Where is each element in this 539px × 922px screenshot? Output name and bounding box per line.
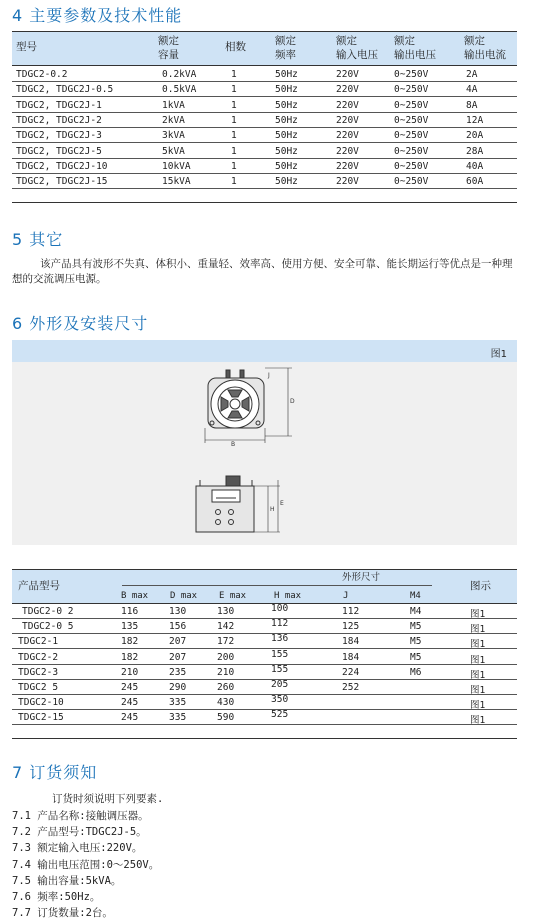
- dims-sub-header: H max: [274, 591, 302, 601]
- dims-cell: M5: [410, 636, 422, 648]
- dims-cell: 335: [169, 712, 187, 724]
- dims-row-line: [12, 709, 517, 710]
- params-cell: 220V: [336, 114, 359, 126]
- params-header-cell: 型号: [16, 41, 37, 53]
- params-table-bottom-line: [12, 202, 517, 203]
- dims-cell: 142: [217, 621, 235, 633]
- dims-cell: 207: [169, 636, 187, 648]
- dims-cell: M6: [410, 666, 422, 678]
- dims-cell: TDGC2-15: [18, 712, 64, 724]
- params-cell: TDGC2-0.2: [16, 69, 68, 80]
- params-cell: 220V: [336, 130, 359, 142]
- dims-cell: TDGC2 5: [18, 682, 59, 693]
- dims-header-top-line: [12, 569, 517, 570]
- figure-label: 图1: [490, 349, 507, 360]
- params-cell: 220V: [336, 99, 359, 111]
- dims-cell: 205: [271, 679, 289, 690]
- params-cell: 1: [231, 145, 237, 157]
- dims-cell: M5: [410, 651, 422, 663]
- order-item: 7.4 输出电压范围:0～250V。: [12, 858, 160, 871]
- dims-cell: 590: [217, 712, 235, 724]
- order-item: 7.3 额定输入电压:220V。: [12, 842, 143, 855]
- dims-cell: 290: [169, 682, 187, 693]
- params-row-line: [12, 81, 517, 82]
- params-cell: 1: [231, 69, 237, 80]
- params-cell: 0~250V: [394, 99, 429, 111]
- params-header-cell: 额定 频率: [275, 35, 296, 61]
- params-cell: 5kVA: [162, 145, 185, 157]
- params-cell: 15kVA: [162, 176, 191, 188]
- params-table-header: [12, 31, 517, 65]
- front-view: [196, 476, 280, 532]
- params-cell: 50Hz: [275, 114, 298, 126]
- dims-cell: 116: [121, 606, 139, 617]
- dims-cell: 252: [342, 682, 360, 693]
- params-cell: 3kVA: [162, 130, 185, 142]
- dims-row-line: [12, 618, 517, 619]
- params-cell: 1: [231, 114, 237, 126]
- params-cell: 1kVA: [162, 99, 185, 111]
- dims-cell: 235: [169, 666, 187, 678]
- order-item: 7.2 产品型号:TDGC2J-5。: [12, 826, 147, 839]
- dims-table-bottom-line: [12, 738, 517, 739]
- params-cell: 28A: [466, 145, 484, 157]
- dims-cell: 135: [121, 621, 139, 633]
- dims-cell: 图1: [470, 624, 486, 636]
- dims-cell: 125: [342, 621, 360, 633]
- dims-cell: 130: [217, 606, 235, 617]
- params-row-line: [12, 173, 517, 174]
- dim-label-e: E: [280, 500, 284, 507]
- dims-cell: 335: [169, 697, 187, 709]
- dims-sub-header: M4: [410, 591, 421, 601]
- params-cell: 1: [231, 84, 237, 96]
- params-cell: 2kVA: [162, 114, 185, 126]
- params-cell: TDGC2, TDGC2J-1: [16, 99, 102, 111]
- params-cell: TDGC2, TDGC2J-5: [16, 145, 102, 157]
- dims-row-line: [12, 648, 517, 649]
- dims-row-line: [12, 694, 517, 695]
- dims-group-line: [122, 585, 432, 586]
- params-cell: 4A: [466, 84, 478, 96]
- dims-cell: 172: [217, 636, 235, 648]
- params-cell: 1: [231, 176, 237, 188]
- section-6-title: 6 外形及安装尺寸: [12, 314, 149, 333]
- dim-label-b: B: [231, 441, 236, 448]
- dims-cell: TDGC2-2: [18, 651, 59, 663]
- params-header-top-line: [12, 31, 517, 32]
- figure-panel: [12, 340, 517, 545]
- params-cell: TDGC2, TDGC2J-3: [16, 130, 102, 142]
- section-7-title: 7 订货须知: [12, 763, 98, 782]
- params-row-line: [12, 127, 517, 128]
- params-cell: 50Hz: [275, 176, 298, 188]
- params-cell: TDGC2, TDGC2J-15: [16, 176, 108, 188]
- dims-cell: 350: [271, 694, 289, 706]
- dims-header-model: 产品型号: [18, 580, 60, 592]
- order-item: 7.1 产品名称:接触调压器。: [12, 810, 149, 822]
- dims-cell: 图1: [470, 654, 486, 666]
- section-4-title: 4 主要参数及技术性能: [12, 6, 183, 25]
- params-cell: 0.2kVA: [162, 69, 197, 80]
- params-cell: 220V: [336, 176, 359, 188]
- dims-row-line: [12, 633, 517, 634]
- params-row-line: [12, 142, 517, 143]
- params-cell: 12A: [466, 114, 484, 126]
- params-cell: 50Hz: [275, 69, 298, 80]
- order-item: 7.7 订货数量:2台。: [12, 907, 113, 920]
- params-cell: 10kVA: [162, 160, 191, 172]
- params-row-line: [12, 188, 517, 189]
- params-cell: 2A: [466, 69, 478, 80]
- dims-cell: 155: [271, 663, 289, 675]
- params-cell: 1: [231, 130, 237, 142]
- params-cell: 220V: [336, 69, 359, 80]
- top-view: [205, 368, 292, 443]
- dims-cell: 184: [342, 651, 360, 663]
- params-cell: TDGC2, TDGC2J-0.5: [16, 84, 114, 96]
- dims-table-header: [12, 569, 517, 603]
- dims-cell: TDGC2-0 2: [22, 606, 74, 617]
- dim-label-j: J: [268, 372, 270, 379]
- dims-cell: 155: [271, 648, 289, 660]
- dims-cell: 430: [217, 697, 235, 709]
- dims-cell: 245: [121, 697, 139, 709]
- dims-cell: 224: [342, 666, 360, 678]
- params-cell: 0.5kVA: [162, 84, 197, 96]
- dims-sub-header: D max: [170, 591, 198, 601]
- dims-cell: 182: [121, 651, 139, 663]
- params-cell: 50Hz: [275, 130, 298, 142]
- dims-cell: 245: [121, 712, 139, 724]
- dims-cell: 图1: [470, 715, 486, 727]
- dims-cell: 图1: [470, 639, 486, 651]
- params-cell: 50Hz: [275, 160, 298, 172]
- order-item: 7.5 输出容量:5kVA。: [12, 874, 122, 887]
- dims-row-line: [12, 679, 517, 680]
- dims-sub-header: B max: [121, 591, 149, 601]
- order-item: 7.6 频率:50Hz。: [12, 891, 101, 903]
- dims-cell: 525: [271, 709, 289, 721]
- section-5-title: 5 其它: [12, 230, 64, 249]
- dims-row-line: [12, 664, 517, 665]
- dims-cell: 112: [342, 606, 360, 617]
- params-cell: 0~250V: [394, 145, 429, 157]
- dims-header-group: 外形尺寸: [342, 572, 381, 583]
- params-cell: 0~250V: [394, 114, 429, 126]
- dims-cell: TDGC2-10: [18, 697, 64, 709]
- params-row-line: [12, 158, 517, 159]
- params-cell: 220V: [336, 145, 359, 157]
- dims-cell: 130: [169, 606, 187, 617]
- params-header-bottom-line: [12, 65, 517, 66]
- dims-cell: M5: [410, 621, 422, 633]
- params-cell: 0~250V: [394, 176, 429, 188]
- dims-cell: 245: [121, 682, 139, 693]
- dims-sub-header: E max: [219, 591, 247, 601]
- params-row-line: [12, 112, 517, 113]
- params-cell: TDGC2, TDGC2J-10: [16, 160, 108, 172]
- dims-cell: 图1: [470, 700, 486, 712]
- dims-header-fig: 图示: [470, 580, 491, 592]
- dims-cell: TDGC2-0 5: [22, 621, 74, 633]
- params-cell: 50Hz: [275, 145, 298, 157]
- dims-cell: 200: [217, 651, 235, 663]
- dims-cell: 156: [169, 621, 187, 633]
- params-cell: 0~250V: [394, 130, 429, 142]
- dim-label-d: D: [290, 398, 295, 405]
- dims-cell: TDGC2-3: [18, 666, 59, 678]
- dims-cell: 184: [342, 636, 360, 648]
- dims-cell: 136: [271, 633, 289, 645]
- dims-cell: 210: [217, 666, 235, 678]
- other-paragraph: 该产品具有波形不失真、体积小、重量轻、效率高、使用方便、安全可靠、能长期运行等优点是一种理想的交流调压电源。: [12, 258, 513, 285]
- dims-header-bottom-line: [12, 603, 517, 604]
- dims-row-line: [12, 724, 517, 725]
- params-header-cell: 额定 输出电流: [464, 35, 506, 61]
- params-cell: 1: [231, 99, 237, 111]
- params-header-cell: 额定 输入电压: [336, 35, 378, 61]
- params-cell: 40A: [466, 160, 484, 172]
- dims-cell: 207: [169, 651, 187, 663]
- params-cell: TDGC2, TDGC2J-2: [16, 114, 102, 126]
- dims-cell: 260: [217, 682, 235, 693]
- dims-cell: 100: [271, 603, 289, 614]
- params-cell: 50Hz: [275, 84, 298, 96]
- params-header-cell: 额定 输出电压: [394, 35, 436, 61]
- transformer-drawing: [12, 340, 517, 545]
- order-intro: 订货时须说明下列要素.: [52, 793, 164, 805]
- params-cell: 20A: [466, 130, 484, 142]
- dims-cell: 210: [121, 666, 139, 678]
- dim-label-h: H: [270, 506, 275, 513]
- params-header-cell: 相数: [225, 41, 246, 53]
- dims-cell: 112: [271, 618, 289, 630]
- dims-cell: M4: [410, 606, 422, 617]
- dims-sub-header: J: [343, 591, 349, 601]
- dims-cell: 图1: [470, 685, 486, 696]
- params-cell: 50Hz: [275, 99, 298, 111]
- params-cell: 0~250V: [394, 160, 429, 172]
- dims-cell: 182: [121, 636, 139, 648]
- params-cell: 0~250V: [394, 84, 429, 96]
- params-cell: 220V: [336, 160, 359, 172]
- params-cell: 60A: [466, 176, 484, 188]
- params-cell: 1: [231, 160, 237, 172]
- params-cell: 0~250V: [394, 69, 429, 80]
- dims-cell: 图1: [470, 609, 486, 620]
- params-cell: 220V: [336, 84, 359, 96]
- dims-cell: 图1: [470, 669, 486, 681]
- params-header-cell: 额定 容量: [158, 35, 179, 61]
- params-cell: 8A: [466, 99, 478, 111]
- params-row-line: [12, 96, 517, 97]
- dims-cell: TDGC2-1: [18, 636, 59, 648]
